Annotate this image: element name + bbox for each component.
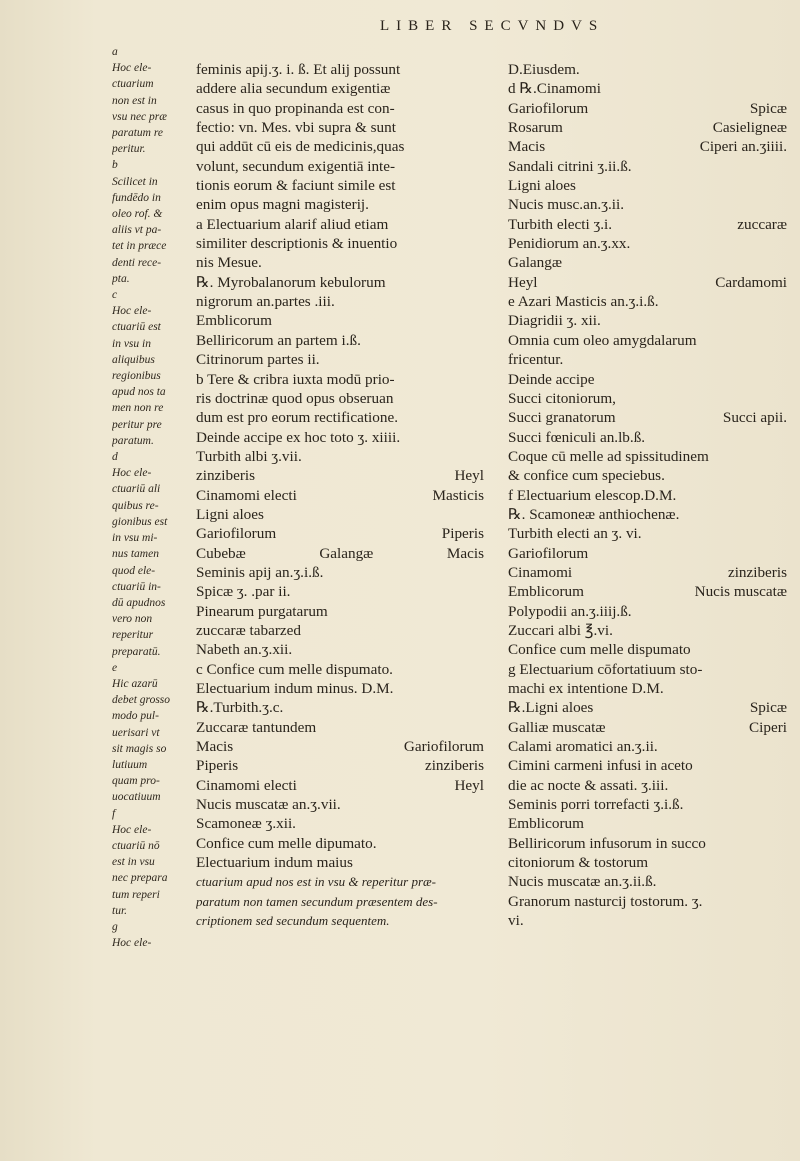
text-line: g Electuarium cōfortatiuum sto- xyxy=(508,660,703,678)
margin-note-line: f xyxy=(112,807,116,820)
margin-notes xyxy=(112,44,182,951)
margin-note-line: pta. xyxy=(112,272,130,285)
text-line: Granorum nasturcij tostorum. ʒ. xyxy=(508,892,703,910)
margin-note-line: Hoc ele- xyxy=(112,823,152,836)
margin-note-line: paratum. xyxy=(112,434,154,447)
text-line-part: Spicæ xyxy=(749,699,787,717)
margin-note-line: non est in xyxy=(112,94,157,107)
margin-note-line: aliquibus xyxy=(112,353,155,366)
margin-note-line: nus tamen xyxy=(112,548,159,561)
text-line xyxy=(508,698,795,717)
text-line: zuccaræ tabarzed xyxy=(196,621,301,639)
margin-note-line: c xyxy=(112,289,118,302)
margin-note-line: ctuarium xyxy=(112,78,154,91)
margin-note-line: vsu nec præ xyxy=(112,110,167,123)
margin-note-line: Hic azarū xyxy=(112,677,158,690)
text-line-part: Casieligneæ xyxy=(712,119,787,137)
text-line: casus in quo propinanda est con- xyxy=(196,99,395,117)
text-line: b Tere & cribra iuxta modū prio- xyxy=(196,370,395,388)
text-line: Emblicorum xyxy=(196,312,272,330)
text-line-part: Turbith electi ʒ.i. xyxy=(508,215,613,233)
text-line: citoniorum & tostorum xyxy=(508,854,649,872)
margin-note-line: lutiuum xyxy=(112,758,148,771)
text-line: Nucis musc.an.ʒ.ii. xyxy=(508,196,624,214)
text-line: & confice cum speciebus. xyxy=(508,467,665,485)
text-line: Cimini carmeni infusi in aceto xyxy=(508,757,693,775)
margin-note-line: uerisari vt xyxy=(112,726,160,739)
text-line-part: Heyl xyxy=(454,776,484,794)
text-line xyxy=(196,756,492,775)
text-line-part: Gariofilorum xyxy=(403,738,484,756)
text-line: Calami aromatici an.ʒ.ii. xyxy=(508,738,658,756)
text-line-part: Rosarum xyxy=(508,119,563,137)
text-line-part: Heyl xyxy=(508,273,538,291)
text-line: Omnia cum oleo amygdalarum xyxy=(508,331,697,349)
text-line: Penidiorum an.ʒ.xx. xyxy=(508,235,631,253)
margin-note-line: in vsu mi- xyxy=(112,532,158,545)
text-line: Zuccaræ tantundem xyxy=(196,718,317,736)
text-line: Pinearum purgatarum xyxy=(196,602,328,620)
text-line xyxy=(508,563,795,582)
text-line: Deinde accipe ex hoc toto ʒ. xiiii. xyxy=(196,428,401,446)
margin-note-line: aliis vt pa- xyxy=(112,224,162,237)
text-line: fectio: vn. Mes. vbi supra & sunt xyxy=(196,119,396,137)
margin-note-line: quam pro- xyxy=(112,775,160,788)
margin-note-line: regionibus xyxy=(112,370,161,383)
middle-text-column xyxy=(196,60,492,930)
text-line: ℞.Turbith.ʒ.c. xyxy=(196,699,284,717)
text-line-part: Cubebæ xyxy=(196,544,246,562)
text-line: Nucis muscatæ an.ʒ.ii.ß. xyxy=(508,873,657,891)
margin-note-line: tet in præce xyxy=(112,240,167,253)
margin-note-line: ctuariū est xyxy=(112,321,161,334)
text-line xyxy=(196,776,492,795)
margin-note-line: gionibus est xyxy=(112,515,168,528)
text-line: Belliricorum an partem i.ß. xyxy=(196,331,361,349)
margin-note-line: modo pul- xyxy=(112,710,159,723)
text-line: Spicæ ʒ. .par ii. xyxy=(196,583,291,601)
text-line xyxy=(196,524,492,543)
text-line: Coque cū melle ad spissitudinem xyxy=(508,447,709,465)
margin-note-line: ctuariū ali xyxy=(112,483,161,496)
text-line: nis Mesue. xyxy=(196,254,262,272)
margin-note-line: tur. xyxy=(112,904,128,917)
text-line: similiter descriptionis & inuentio xyxy=(196,235,398,253)
text-line-part: ℞.Ligni aloes xyxy=(508,699,594,717)
margin-note-line: e xyxy=(112,661,118,674)
text-line: Scamoneæ ʒ.xii. xyxy=(196,815,296,833)
text-line: Confice cum melle dispumato xyxy=(508,641,691,659)
text-line-part: Galangæ xyxy=(319,544,374,562)
margin-note-line: paratum re xyxy=(112,127,164,140)
text-line: Ligni aloes xyxy=(508,177,576,195)
margin-note-line: quibus re- xyxy=(112,499,159,512)
text-line-part: Ciperi xyxy=(749,718,787,736)
text-line: c Confice cum melle dispumato. xyxy=(196,660,393,678)
text-line: ris doctrinæ quod opus obseruan xyxy=(196,389,394,407)
text-line-part: Masticis xyxy=(432,486,484,504)
text-line-part: Piperis xyxy=(441,525,484,543)
text-line: Sandali citrini ʒ.ii.ß. xyxy=(508,157,632,175)
margin-note-line: sit magis so xyxy=(112,742,167,755)
text-line xyxy=(508,718,795,737)
margin-note-line: Hoc ele- xyxy=(112,937,152,950)
text-line xyxy=(196,486,492,505)
text-line-part: Cinamomi electi xyxy=(196,776,297,794)
margin-note-line: uocatiuum xyxy=(112,791,161,804)
text-line-part: Nucis muscatæ xyxy=(694,583,787,601)
margin-note-line: men non re xyxy=(112,402,164,415)
margin-note-line: debet grosso xyxy=(112,694,171,707)
text-line: Belliricorum infusorum in succo xyxy=(508,834,706,852)
text-line xyxy=(508,118,795,137)
text-line: Electuarium indum minus. D.M. xyxy=(196,680,394,697)
text-line: feminis apij.ʒ. i. ß. Et alij possunt xyxy=(196,61,401,78)
text-line: D.Eiusdem. xyxy=(508,61,580,78)
text-line-part: Macis xyxy=(196,738,234,756)
text-line: Ligni aloes xyxy=(196,505,264,523)
text-line: Seminis apij an.ʒ.i.ß. xyxy=(196,563,324,581)
margin-note-line: quod ele- xyxy=(112,564,156,577)
margin-note-line: Hoc ele- xyxy=(112,305,152,318)
margin-note-line: tum reperi xyxy=(112,888,160,901)
text-line xyxy=(508,137,795,156)
text-line xyxy=(508,215,795,234)
text-line-part: Macis xyxy=(508,138,546,156)
text-line: Turbith electi an ʒ. vi. xyxy=(508,525,642,543)
margin-note-line: d xyxy=(112,451,118,464)
margin-note-line: oleo rof. & xyxy=(112,208,163,221)
text-line: vi. xyxy=(508,912,524,930)
text-line: dum est pro eorum rectificatione. xyxy=(196,409,399,427)
text-line: Polypodii an.ʒ.iiij.ß. xyxy=(508,602,632,620)
text-line-part: zinziberis xyxy=(424,757,484,775)
text-line-part: Cinamomi electi xyxy=(196,486,297,504)
text-line-part: Galliæ muscatæ xyxy=(508,718,606,736)
margin-note-line: peritur pre xyxy=(112,418,162,431)
text-line-part: Gariofilorum xyxy=(196,525,277,543)
text-line-part: Cardamomi xyxy=(715,273,787,291)
text-line: Zuccari albi ℥.vi. xyxy=(508,621,613,639)
text-line: criptionem sed secundum sequentem. xyxy=(196,913,390,929)
text-line xyxy=(196,544,492,563)
text-line: Citrinorum partes ii. xyxy=(196,351,320,369)
right-text-column xyxy=(508,60,795,930)
text-line: Succi fœniculi an.lb.ß. xyxy=(508,428,646,446)
text-line: Gariofilorum xyxy=(508,544,589,562)
text-line-part: Ciperi an.ʒiiii. xyxy=(699,138,787,156)
text-line: Galangæ xyxy=(508,254,562,272)
margin-note-line: apud nos ta xyxy=(112,386,166,399)
margin-note-line: vero non xyxy=(112,613,153,626)
text-line: ℞. Myrobalanorum kebulorum xyxy=(196,273,386,291)
text-line: a Electuarium alarif aliud etiam xyxy=(196,215,389,233)
text-line: Seminis porri torrefacti ʒ.i.ß. xyxy=(508,796,684,814)
text-line-part: Emblicorum xyxy=(508,583,584,601)
text-line: nigrorum an.partes .iii. xyxy=(196,293,335,311)
margin-note-line: g xyxy=(112,920,118,933)
margin-note-line: est in vsu xyxy=(112,856,155,869)
margin-note-line: ctuariū nō xyxy=(112,839,160,852)
text-line-part: Cinamomi xyxy=(508,563,573,581)
margin-note-line: denti rece- xyxy=(112,256,162,269)
margin-note-line: Hoc ele- xyxy=(112,467,152,480)
text-line: machi ex intentione D.M. xyxy=(508,680,664,697)
text-line: enim opus magni magisterij. xyxy=(196,196,369,214)
text-line xyxy=(508,99,795,118)
text-line: ctuarium apud nos est in vsu & reperitur præ- xyxy=(196,874,437,890)
text-line: Emblicorum xyxy=(508,815,584,833)
text-line: Turbith albi ʒ.vii. xyxy=(196,447,302,465)
running-header: LIBER SECVNDVS xyxy=(380,18,605,34)
text-line-part: zuccaræ xyxy=(737,215,787,233)
margin-note-line: Hoc ele- xyxy=(112,62,152,75)
text-line-part: Succi granatorum xyxy=(508,409,616,427)
text-line xyxy=(508,582,795,601)
text-line: Electuarium indum maius xyxy=(196,854,353,872)
text-line: tionis eorum & faciunt simile est xyxy=(196,177,396,195)
margin-note-line: ctuariū in- xyxy=(112,580,161,593)
text-line-part: Succi apii. xyxy=(722,409,787,427)
text-line: paratum non tamen secundum præsentem des- xyxy=(196,893,438,909)
text-line: volunt, secundum exigentiā inte- xyxy=(196,157,396,175)
margin-note-line: b xyxy=(112,159,118,172)
margin-note-line: reperitur xyxy=(112,629,154,642)
text-line: d ℞.Cinamomi xyxy=(508,80,601,98)
text-line: Nucis muscatæ an.ʒ.vii. xyxy=(196,796,341,814)
text-line-part: Gariofilorum xyxy=(508,99,589,117)
text-line-part: Piperis xyxy=(196,757,239,775)
text-line xyxy=(508,273,795,292)
text-line xyxy=(508,408,795,427)
text-line: Nabeth an.ʒ.xii. xyxy=(196,641,293,659)
margin-note-line: nec prepara xyxy=(112,872,168,885)
margin-note-line: in vsu in xyxy=(112,337,151,350)
margin-note-line: Scilicet in xyxy=(112,175,158,188)
text-line-part: Macis xyxy=(446,544,484,562)
text-line-part: Spicæ xyxy=(749,99,787,117)
text-line: fricentur. xyxy=(508,351,564,369)
text-line xyxy=(196,466,492,485)
margin-note-line: preparatū. xyxy=(112,645,161,658)
text-line: e Azari Masticis an.ʒ.i.ß. xyxy=(508,293,659,311)
text-line: Succi citoniorum, xyxy=(508,389,616,407)
margin-note-line: dū apudnos xyxy=(112,596,166,609)
text-line: qui addūt cū eis de medicinis,quas xyxy=(196,138,405,156)
margin-note-line: a xyxy=(112,46,118,58)
text-line-part: zinziberis xyxy=(727,563,787,581)
text-line: Confice cum melle dipumato. xyxy=(196,834,377,852)
text-line: die ac nocte & assati. ʒ.iii. xyxy=(508,776,669,794)
text-line: Deinde accipe xyxy=(508,370,595,388)
text-line: ℞. Scamoneæ anthiochenæ. xyxy=(508,505,680,523)
text-line: addere alia secundum exigentiæ xyxy=(196,80,391,98)
margin-note-line: fundēdo in xyxy=(112,191,161,204)
text-line-part: Heyl xyxy=(454,467,484,485)
text-line: f Electuarium elescop.D.M. xyxy=(508,486,677,504)
text-line-part: zinziberis xyxy=(196,467,256,485)
text-line xyxy=(196,737,492,756)
margin-note-line: peritur. xyxy=(112,143,146,156)
text-line: Diagridii ʒ. xii. xyxy=(508,312,601,330)
